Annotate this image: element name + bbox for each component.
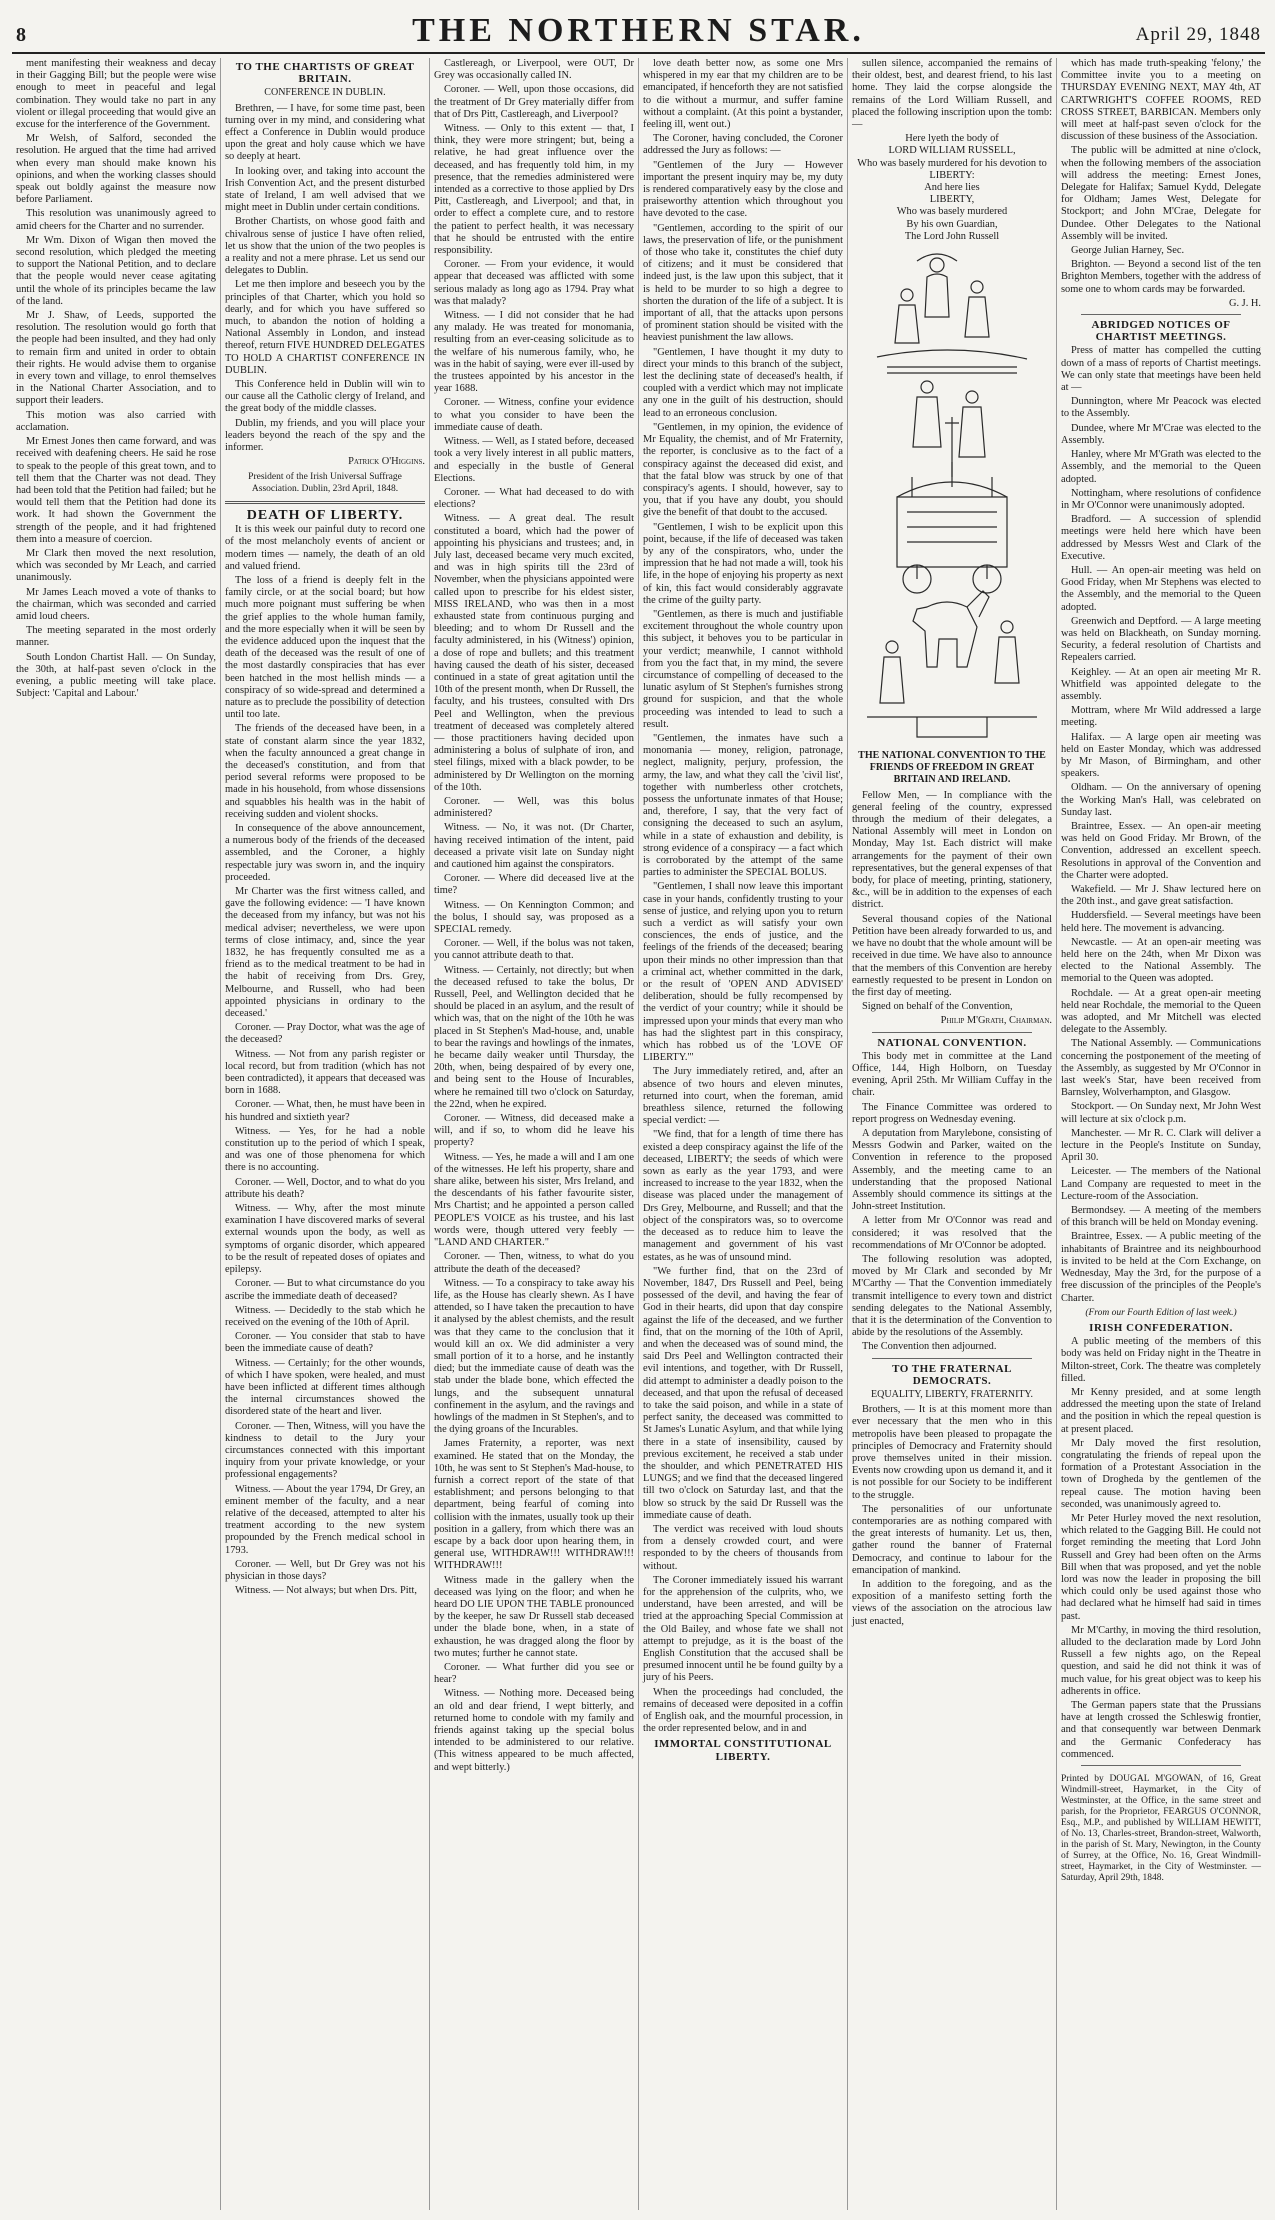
paragraph: which has made truth-speaking 'felony,' the Committee invite you to a meeting on THURSDAY EVENING NEXT, MAY 4th, AT CARTWRIGHT'S COFFEE ROOMS, RED CROSS STREET, BARBICAN. Members only will meet at half-past seven o'clock for the discussion of these business of the Association.	[1061, 58, 1261, 143]
paragraph: The personalities of our unfortunate contemporaries are as nothing compared with the great interests of humanity. Let us, then, gather round the banner of Fraternal Democracy, and continue to labour for the emancipation of mankind.	[852, 1503, 1052, 1576]
paragraph: "Gentlemen of the Jury — However important the present inquiry may be, my duty is rendered comparatively easy by the close and praiseworthy attention which throughout you have devoted to the case.	[643, 159, 843, 220]
paragraph: Witness. — No, it was not. (Dr Charter, having received intimation of the intent, paid deceased a private visit late on Sunday night and cautioned him against the conspirators.	[434, 822, 634, 870]
column-1	[12, 58, 221, 2210]
paragraph: This motion was also carried with acclamation.	[16, 409, 216, 433]
paragraph: Witness. — To a conspiracy to take away his life, as the House has clearly shewn. As I have attended, so I have taken the precaution to have it analysed by the ablest chemists, and the result was that they came to the conclusion that it would kill an ox. We did administer a very small portion of it to a horse, and he instantly died; but the immediate cause of death was the stab under the blade bone, which effected the lungs, and the subsequent unnatural confinement in the asylum, and the ravings and howlings of the madmen in St Stephen's, and to the dying groans of the Incurables.	[434, 1277, 634, 1436]
paragraph: Witness. — About the year 1794, Dr Grey, an eminent member of the faculty, and a near relative of the deceased, attempted to alter his treatment according to the new system propounded by the French medical school in 1793.	[225, 1483, 425, 1556]
paragraph: This body met in committee at the Land Office, 144, High Holborn, on Tuesday evening, April 25th. Mr William Cuffay in the chair.	[852, 1050, 1052, 1099]
meeting-notice-body	[1061, 58, 1261, 296]
paragraph: Press of matter has compelled the cutting down of a mass of reports of Chartist meetings. We can only state that meetings have been held at —	[1061, 345, 1261, 394]
paragraph: Coroner. — What had deceased to do with elections?	[434, 486, 634, 511]
paragraph: Huddersfield. — Several meetings have been held here. The movement is advancing.	[1061, 910, 1261, 934]
paragraph: Mr Welsh, of Salford, seconded the resolution. He argued that the time had arrived when every man should make known his opinions, and when the working classes should speak out boldly against the measure now before Parliament.	[16, 133, 216, 206]
chartists-address-body	[225, 103, 425, 455]
paragraph: Witness. — On Kennington Common; and the bolus, I should say, was proposed as a SPECIAL remedy.	[434, 899, 634, 936]
paragraph: Coroner. — Then, Witness, will you have the kindness to detail to the Jury your circumstances connected with this important inquiry from your private knowledge, or your professional engagements?	[225, 1420, 425, 1481]
paragraph: Witness. — Why, after the most minute examination I have discovered marks of several external wounds upon the body, as well as symptoms of organic disorder, which appeared to be the result of repeated doses of opiates and epilepsy.	[225, 1203, 425, 1276]
paragraph: Newcastle. — At an open-air meeting was held here on the 24th, when Mr Dixon was elected to the National Assembly. The memorial to the Queen was adopted.	[1061, 936, 1261, 985]
burial-intro: sullen silence, accompanied the remains of their oldest, best, and dearest friend, to his last home. They laid the corpse alongside the remains of the Lord William Russell, and placed the following inscription upon the tomb: —	[852, 58, 1052, 131]
national-convention-heading: NATIONAL CONVENTION.	[877, 1036, 1027, 1049]
epitaph-line: By his own Guardian,	[906, 218, 998, 230]
printer-imprint: Printed by DOUGAL M'GOWAN, of 16, Great Windmill-street, Haymarket, in the City of Westminster, at the Office, in the same street and parish, for the Proprietor, FEARGUS O'CONNOR, Esq., M.P., and published by WILLIAM HEWITT, of No. 13, Charles-street, Brandon-street, Walworth, in the parish of St. Mary, Newington, in the County of Surrey, at the Office, No. 16, Great Windmill-street, Haymarket, in the City of Westminster. — Saturday, April 29th, 1848.	[1061, 1774, 1261, 1884]
paragraph: Manchester. — Mr R. C. Clark will deliver a lecture in the People's Institute on Sunday, April 30.	[1061, 1127, 1261, 1164]
address-note: President of the Irish Universal Suffrage Association. Dublin, 23rd April, 1848.	[248, 471, 402, 494]
epitaph-line: LIBERTY:	[929, 169, 975, 181]
paragraph: A public meeting of the members of this body was held on Friday night in the Theatre in Milton-street, Cork. The theatre was completely filled.	[1061, 1336, 1261, 1384]
columns	[12, 58, 1265, 2210]
paragraph: Brothers, — It is at this moment more than ever necessary that the men who in this metropolis have been pleased to propagate the principles of Democracy and Fraternity should prove themselves united in their mission. Events now crowding upon us demand it, and it is not possible for our Society to be indifferent to the struggle.	[852, 1404, 1052, 1501]
paragraph: This Conference held in Dublin will win to our cause all the Catholic clergy of Ireland, and the great body of the middle classes.	[225, 379, 425, 415]
paragraph: Hull. — An open-air meeting was held on Good Friday, when Mr Stephens was elected to the Assembly, and the memorial to the Queen adopted.	[1061, 564, 1261, 613]
paragraph: Wakefield. — Mr J. Shaw lectured here on the 20th inst., and gave great satisfaction.	[1061, 884, 1261, 908]
issue-date: April 29, 1848	[1135, 24, 1261, 45]
paragraph: Dunnington, where Mr Peacock was elected to the Assembly.	[1061, 396, 1261, 420]
paragraph: "We find, that for a length of time there has existed a deep conspiracy against the life of the deceased, LIBERTY; the seeds of which were sown as early as the year 1793, and were increased to increase to the year 1832, when the disease was placed under the management of Drs Grey, Melbourne, and Russell; and that the object of the conspirators was, so to overcome the deceased as to reduce him to leave the management and government of his vast estates, as he was of unsound mind.	[643, 1129, 843, 1263]
paragraph: Oldham. — On the anniversary of opening the Working Man's Hall, was celebrated on Sunday last.	[1061, 782, 1261, 818]
inquest-evidence-body	[434, 58, 634, 1774]
irish-confederation-heading: IRISH CONFEDERATION.	[1089, 1321, 1233, 1334]
paragraph: James Fraternity, a reporter, was next examined. He stated that on the Monday, the 10th, he was sent to St Stephen's Mad-house, to furnish a correct report of the state of that establishment; and persons belonging to that department, being fearful of coming into collision with the inmates, usually took up their position in a gallery, from which there was an escape by a back door upon hearing them, in general use, WITHDRAW!!! WITHDRAW!!! WITHDRAW!!!	[434, 1438, 634, 1572]
paragraph: Mr Peter Hurley moved the next resolution, which related to the Gagging Bill. He could not forget reminding the meeting that Lord John Russell and Grey had been often on the Arms Bill when that was proposed, and yet the noble lord was now the leader in proposing the bill which could only be used against those who had declared what he himself had said in times past.	[1061, 1512, 1261, 1622]
paragraph: In addition to the foregoing, and as the exposition of a manifesto setting forth the views of the association on the atrocious law just enacted,	[852, 1579, 1052, 1627]
paragraph: Bradford. — A succession of splendid meetings were held here which have been addressed by Messrs West and Clark of the Executive.	[1061, 514, 1261, 562]
paragraph: Mr Charter was the first witness called, and gave the following evidence: — 'I have known the deceased from my infancy, but was not his medical adviser; nevertheless, we were upon terms of close intimacy, and, since the year 1832, he has frequently consulted me as a friend as to the medical treatment to be had in the habit of receiving from Drs. Grey, Melbourne, and Russell, who had been appointed physicians in ordinary to the deceased.'	[225, 886, 425, 1020]
paragraph: Mr J. Shaw, of Leeds, supported the resolution. The resolution would go forth that the people had been insulted, and they had only to remain firm and united in order to obtain their rights. He would advise them to organise in every town and village, to enrol themselves in the National Charter Association, and to support their leaders.	[16, 310, 216, 407]
paragraph: Coroner. — You consider that stab to have been the immediate cause of death?	[225, 1331, 425, 1355]
paragraph: Coroner. — But to what circumstance do you ascribe the immediate death of deceased?	[225, 1278, 425, 1302]
paragraph: Witness. — Only to this extent — that, I think, they were more stringent; but, being a relative, he had great influence over the deceased, and has frequently told him, in my presence, that the remedies administered were intended as a corrective to those applied by Drs Pitt, Castlereagh, and Liverpool; and that, in order to effect a complete cure, and to restore the patient to perfect health, it was necessary that he should be entrusted with the entire responsibility.	[434, 123, 634, 257]
paragraph: Dublin, my friends, and you will place your leaders beyond the reach of the spy and the informer.	[225, 417, 425, 454]
paragraph: Witness. — Not from any parish register or local record, but from tradition (which has not been contradicted), it appears that deceased was born in 1688.	[225, 1048, 425, 1097]
paragraph: It is this week our painful duty to record one of the most melancholy events of ancient or modern times — namely, the death of an old and valued friend.	[225, 524, 425, 572]
paragraph: A letter from Mr O'Connor was read and considered; it was resolved that the recommendations of Mr O'Connor be adopted.	[852, 1215, 1052, 1251]
national-convention-body	[852, 1051, 1052, 1354]
masthead	[12, 8, 1265, 54]
paragraph: Coroner. — Witness, did deceased make a will, and if so, to whom did he leave his property?	[434, 1113, 634, 1149]
fraternal-democrats-motto: EQUALITY, LIBERTY, FRATERNITY.	[871, 1389, 1033, 1400]
paragraph: Witness. — Certainly; for the other wounds, of which I have spoken, were healed, and must have been inflicted at different times although the internal circumstances showed the disordered state of the heart and liver.	[225, 1357, 425, 1418]
paragraph: The friends of the deceased have been, in a state of constant alarm since the year 1832, when the faculty announced a great change in the deceased's constitution, and from that period several reforms were proposed to be made in his household, from whose dissensions and squabbles his health was in the habit of receiving sudden and violent shocks.	[225, 723, 425, 820]
paragraph: The Finance Committee was ordered to report progress on Wednesday evening.	[852, 1101, 1052, 1125]
paragraph: The Jury immediately retired, and, after an absence of two hours and eleven minutes, returned into court, when the foreman, amid breathless silence, returned the following special verdict: —	[643, 1066, 843, 1127]
epitaph-line: LIBERTY,	[929, 194, 975, 206]
convention-heading: THE NATIONAL CONVENTION TO THE FRIENDS OF FREEDOM IN GREAT BRITAIN AND IRELAND.	[858, 750, 1046, 786]
paragraph: The loss of a friend is deeply felt in the family circle, or at the social board; but how much more poignant must suffering be when the grief applies to the whole human family, and the more especially when it will be seen by the evidence adduced upon the inquest that the death of the deceased was the result of one of the most dastardly conspiracies that has ever been hatched in the most hellish minds — a conspiracy of so wide-spread and determined a nature as to preclude the possibility of detection until too late.	[225, 574, 425, 721]
paragraph: The National Assembly. — Communications concerning the postponement of the meeting of the Assembly, as suggested by Mr O'Connor in last week's Star, have been received from Barnsley, Wolverhampton, and Glasgow.	[1061, 1038, 1261, 1099]
chartists-address-heading: TO THE CHARTISTS OF GREAT BRITAIN.	[235, 61, 415, 86]
paragraph: Brethren, — I have, for some time past, been turning over in my mind, and considering what effect a Conference in Dublin would produce upon the great and holy cause which we have so deeply at heart.	[225, 102, 425, 163]
paragraph: "Gentlemen, as there is much and justifiable excitement throughout the whole country upon this subject, it behoves you to be particular in your verdict; meanwhile, I cannot withhold from you the fact that, in my mind, the severe circumstance of compelling of deceased to the lunatic asylum of St Stephen's furnishes strong ground for suspicion, and that the whole proceeding was intended to lead to such a result.	[643, 608, 843, 730]
paragraph: Coroner. — Well, Doctor, and to what do you attribute his death?	[225, 1176, 425, 1200]
column-1-body	[16, 58, 216, 700]
paragraph: Bermondsey. — A meeting of the members of this branch will be held on Monday evening.	[1061, 1205, 1261, 1229]
paragraph: love death better now, as some one Mrs whispered in my ear that my children are to be emancipated, if henceforth they are not satisfied to die without a murmur, and suffer famine without a complaint. (At this point a bystander, feeling ill, went out.)	[643, 58, 843, 131]
divider	[225, 501, 425, 504]
paragraph: Hanley, where Mr M'Grath was elected to the Assembly, and the memorial to the Queen adopted.	[1061, 449, 1261, 485]
paragraph: Mr M'Carthy, in moving the third resolution, alluded to the declaration made by Lord John Russell a few nights ago, on the Repeal question, and said he did not think it was of much value, for his great object was to keep his adherents in office.	[1061, 1624, 1261, 1697]
epitaph-line: LORD WILLIAM RUSSELL,	[888, 145, 1016, 157]
paragraph: Witness. — Yes, he made a will and I am one of the witnesses. He left his property, share and share alike, between his sister, Mrs Ireland, and the descendants of his father favourite sister, Mrs Chartist; and he appointed a person called PEOPLE'S VOICE as his trustee, and his last words were, though uttered very feebly — "LAND AND CHARTER."	[434, 1151, 634, 1249]
paragraph: The Convention then adjourned.	[862, 1341, 997, 1353]
paragraph: When the proceedings had concluded, the remains of deceased were deposited in a coffin of English oak, and the mournful procession, in the order represented below, and in and	[643, 1686, 843, 1735]
paragraph: Dundee, where Mr M'Crae was elected to the Assembly.	[1061, 422, 1261, 446]
paragraph: In looking over, and taking into account the Irish Convention Act, and the present disturbed state of Ireland, I am well advised that we might meet in Dublin under certain conditions.	[225, 165, 425, 214]
paragraph: "Gentlemen, I have thought it my duty to direct your minds to this branch of the subject, lest the declining state of deceased's health, if coupled with a verdict which may not implicate any one in the guilt of his destruction, should lead to an erroneous conclusion.	[643, 346, 843, 419]
paragraph: The following resolution was adopted, moved by Mr Clark and seconded by Mr M'Carthy — That the Convention immediately transmit intelligence to every town and district sending delegates to the National Assembly, that it is the determination of the Convention to abide by the resolutions of the Assembly.	[852, 1253, 1052, 1339]
irish-confederation-body	[1061, 1336, 1261, 1761]
address-signature: Patrick O'Higgins.	[348, 456, 425, 468]
paragraph: The verdict was received with loud shouts from a densely crowded court, and were responded to by the cheers of thousands from without.	[643, 1523, 843, 1572]
paragraph: Coroner. — What further did you see or hear?	[434, 1662, 634, 1686]
divider	[1081, 1765, 1241, 1766]
paragraph: Witness. — A great deal. The result constituted a board, which had the power of appointing his physicians and trustees; and, in July last, deceased became very much excited, and was in high spirits till the 23rd of November, when the physicians appointed were called upon to prescribe for his eldest sister, MISS IRELAND, who was then in a most exhausted state from continuous purging and bleeding; and to whom Dr Russell and the faculty administered, in his (Witness') opinion, a dose of rope and bullets; and this treatment having caused the death of his sister, deceased continued in a state of great agitation until the 10th of the present month, when Dr Russell, the faculty, and his trustees, consulted with Drs Peel and Wellington, when the previous treatment of deceased was completely altered — those practitioners having decided upon administering a bolus of sulphate of iron, and steel filings, mixed with a black powder, to be administered by Dr Wellington on the morning of the 10th.	[434, 513, 634, 793]
paragraph: "We further find, that on the 23rd of November, 1847, Drs Russell and Peel, being possessed of the devil, and having the fear of God in their hearts, did upon that day conspire against the life of the deceased, and we further find, that on the morning of the 10th of April, and when the deceased was of sound mind, the said Drs Peel and Wellington contracted their evil intentions, and together, with Dr Russell, did attempt to administer a deadly poison to the deceased, and that upon the refusal of deceased to take the said poison, and while in a state of perfect sanity, the deceased was committed to St James's Lunatic Asylum, and that while lying there in a state of insensibility, caused by previous excitement, he received a stab under the shoulder, and which PENETRATED HIS LUNGS; and we find that the deceased lingered till two o'clock on Saturday last, and that the blow so struck by the said Dr Russell was the immediate cause of death.	[643, 1265, 843, 1521]
paragraph: Leicester. — The members of the National Land Company are requested to meet in the Lecture-room of the Association.	[1061, 1166, 1261, 1202]
column-5	[848, 58, 1057, 2210]
paragraph: Mr James Leach moved a vote of thanks to the chairman, which was seconded and carried amid loud cheers.	[16, 586, 216, 622]
convention-signature: Philip M'Grath, Chairman.	[940, 1015, 1052, 1027]
paragraph: The German papers state that the Prussians have at length crossed the Schleswig frontier, and that consequently war between Denmark and the Germanic Confederacy has commenced.	[1061, 1700, 1261, 1760]
epitaph-line: Who was basely murdered	[896, 206, 1008, 218]
paragraph: Brighton. — Beyond a second list of the ten Brighton Members, together with the address of some one to whom cards may be forwarded.	[1061, 259, 1261, 295]
paragraph: Castlereagh, or Liverpool, were OUT, Dr Grey was occasionally called IN.	[434, 58, 634, 82]
paragraph: Coroner. — Well, if the bolus was not taken, you cannot attribute death to that.	[434, 938, 634, 962]
paragraph: A deputation from Marylebone, consisting of Messrs Godwin and Parker, waited on the Convention in reference to the proposed Assembly, and the meeting came to an understanding that the proposed National Assembly should commence its sittings at the John-street Institution.	[852, 1127, 1052, 1213]
divider	[872, 1032, 1032, 1033]
paragraph: Stockport. — On Sunday next, Mr John West will lecture at six o'clock p.m.	[1061, 1101, 1261, 1125]
conference-subheading: CONFERENCE IN DUBLIN.	[264, 87, 386, 99]
convention-address-body	[852, 790, 1052, 1014]
paragraph: Nottingham, where resolutions of confidence in Mr O'Connor were unanimously adopted.	[1061, 487, 1261, 511]
paragraph: South London Chartist Hall. — On Sunday, the 30th, at half-past seven o'clock in the evening, a public meeting will take place. Subject: 'Capital and Labour.'	[16, 651, 216, 700]
paragraph: Coroner. — Well, but Dr Grey was not his physician in those days?	[225, 1558, 425, 1582]
paragraph: Coroner. — Well, upon those occasions, did the treatment of Dr Grey materially differ from that of Drs Pitt, Castlereagh, and Liverpool?	[434, 84, 634, 120]
fraternal-democrats-heading: TO THE FRATERNAL DEMOCRATS.	[892, 1362, 1012, 1387]
epitaph-line: And here lies	[924, 182, 980, 194]
paragraph: Braintree, Essex. — A public meeting of the inhabitants of Braintree and its neighbourhood is invited to be held at the Corn Exchange, on Wednesday, May the 3rd, for the purpose of a free discussion of the principles of the People's Charter.	[1061, 1231, 1261, 1304]
paragraph: Coroner. — Pray Doctor, what was the age of the deceased?	[225, 1022, 425, 1046]
fraternal-democrats-body	[852, 1404, 1052, 1628]
death-of-liberty-body	[225, 524, 425, 1597]
paragraph: Signed on behalf of the Convention,	[862, 1001, 1013, 1013]
paragraph: Coroner. — Where did deceased live at the time?	[434, 873, 634, 897]
paragraph: Halifax. — A large open air meeting was held on Easter Monday, which was addressed by Mr Mason, of Birmingham, and other speakers.	[1061, 731, 1261, 780]
newspaper-title: THE NORTHERN STAR.	[412, 12, 865, 49]
paragraph: George Julian Harney, Sec.	[1071, 245, 1185, 257]
page-number: 8	[16, 24, 26, 46]
paragraph: "Gentlemen, in my opinion, the evidence of Mr Equality, the chemist, and of Mr Fraternity, the reporter, is conclusive as to the fact of a conspiracy against the deceased did exist, and that the fatal blow was struck by one of that conspiracy's agents. I should, however, say to you, that if you have any doubt, you should give the benefit of that doubt to the accused.	[643, 421, 843, 519]
paragraph: "Gentlemen, according to the spirit of our laws, the preservation of life, or the punishment of those who take it, constitutes the chief duty of citizens; and it must be considered that indeed just, is the law upon this subject, that it is held to be murder to so high a degree to shorten the duration of the life of a subject. It is important of all, that the attacks upon persons of prominent station should be visited with the heaviest punishment the law allows.	[643, 222, 843, 344]
paragraph: "Gentlemen, the inmates have such a monomania — money, religion, patronage, neglect, malignity, perjury, profession, the army, the law, and what they call the 'civil list', together with numberless other crotchets, possess the unfortunate inmates of that House; and, therefore, I say, that the very fact of consigning the deceased to such an asylum, while in a state of exhaustion and debility, is strong evidence of a conspiracy — a fact which is corroborated by the attempt of the same parties to administer the SPECIAL BOLUS.	[643, 732, 843, 879]
paragraph: Witness. — Certainly, not directly; but when the deceased refused to take the bolus, Dr Russell, Peel, and Wellington decided that he should be placed in an asylum, and the result of which was, that on the night of the 10th he was placed in St Stephen's Mad-house, and, unable to bear the ravings and howlings of the inmates, he became daily weaker until Thursday, the 20th, when, being despaired of by every one, and being sent to the House of Incurables, where he remained till two o'clock on Saturday, the 22nd, when he expired.	[434, 964, 634, 1110]
paragraph: Witness. — Decidedly to the stab which he received on the evening of the 10th of April.	[225, 1304, 425, 1328]
paragraph: Mr Daly moved the first resolution, congratulating the friends of repeal upon the formation of a Protestant Association in the town of Drogheda by the gentlemen of the repeal cause. The motion having been seconded, was unanimously agreed to.	[1061, 1437, 1261, 1510]
paragraph: The meeting separated in the most orderly manner.	[16, 625, 216, 649]
chartist-meetings-body	[1061, 345, 1261, 1304]
paragraph: Fellow Men, — In compliance with the general feeling of the country, expressed through the medium of their delegates, a National Assembly will meet in London on Monday, May 1st. Each district will make arrangements for the payment of their own representatives, but the general expenses of that body, for place of meeting, printing, stationery, &c., will be in addition to the expenses of each district.	[852, 789, 1052, 911]
paragraph: Greenwich and Deptford. — A large meeting was held on Blackheath, on Sunday morning. Security, a federal resolution of Chartists and Repealers carried.	[1061, 615, 1261, 664]
epitaph-line: Who was basely murdered for his devotion to	[857, 157, 1047, 169]
paragraph: "Gentlemen, I shall now leave this important case in your hands, confidently trusting to your sense of justice, and relying upon you to return such a verdict as will satisfy your own consciences, the ends of justice, and the feelings of the friends of the deceased; bearing upon their minds no other impression than that a criminal act, whether committed in the dark, or the result of 'OPEN AND ADVISED' deliberation, should be fully recompensed by the verdict of your country; while it should be impressed upon your minds that every man who has had the slightest part in this conspiracy, which has robbed us of the 'LOVE OF LIBERTY.'"	[643, 881, 843, 1064]
paragraph: Witness. — I did not consider that he had any malady. He was treated for monomania, resulting from an ever-ceasing solicitude as to the welfare of his numerous family, who, he was in the habit of saying, were ever ill-used by the trustees appointed by his ancestor in the year 1688.	[434, 310, 634, 395]
paragraph: Several thousand copies of the National Petition have been already forwarded to us, and we have no doubt that the whole amount will be received in due time. We have also to announce that the members of this Convention are hereby earnestly requested to be present in London on the first day of meeting.	[852, 913, 1052, 998]
death-of-liberty-heading: DEATH OF LIBERTY.	[246, 507, 404, 523]
paragraph: Brother Chartists, on whose good faith and chivalrous sense of justice I have often relied, let us show that the union of the two peoples is a reality and not a mere phrase. Let us send our delegates to Dublin.	[225, 216, 425, 277]
paragraph: Mr Wm. Dixon of Wigan then moved the second resolution, which pledged the meeting to support the National Petition, and to declare that the people would never cease agitating until the whole of its principles became the law of the land.	[16, 234, 216, 307]
column-4	[639, 58, 848, 2210]
chartist-meetings-heading: ABRIDGED NOTICES OF CHARTIST MEETINGS.	[1091, 319, 1231, 344]
paragraph: Let me then implore and beseech you by the principles of that Charter, which you hold so dearly, and for which you have suffered so much, to abandon the notion of holding a National Assembly in London, and instead thereof, return FIVE HUNDRED DELEGATES TO HOLD A CHARTIST CONFERENCE IN DUBLIN.	[225, 279, 425, 376]
paragraph: In consequence of the above announcement, a numerous body of the friends of the deceased assembled, and the Coroner, a highly respectable jury was sworn in, and the inquiry proceeded.	[225, 822, 425, 883]
paragraph: Witness. — Not always; but when Drs. Pitt,	[235, 1585, 417, 1597]
paragraph: Rochdale. — At a great open-air meeting held near Rochdale, the memorial to the Queen was adopted, and Mr Mitchell was elected delegate to the Assembly.	[1061, 987, 1261, 1036]
paragraph: "Gentlemen, I wish to be explicit upon this point, because, if the life of deceased was taken by any of the conspirators, who, under the impression that he had not made a will, took his life, in the hope of enjoying his property as next of kin, this fact would considerably aggravate the crime of the guilty party.	[643, 521, 843, 606]
paragraph: Witness. — Nothing more. Deceased being an old and dear friend, I wept bitterly, and returned home to condole with my family and friends against taking up the special bolus intended to be administered to our relative. (This witness appeared to be much affected, and wept bitterly.)	[434, 1688, 634, 1773]
paragraph: Coroner. — Then, witness, to what do you attribute the death of the deceased?	[434, 1251, 634, 1275]
paragraph: The Coroner immediately issued his warrant for the apprehension of the culprits, who, we understand, have been arrested, and will be tried at the approaching Special Commission at the Old Bailey, and whose fate we shall not attempt to prejudge, as it is the boast of the English Constitution that the accused shall be presumed innocent until he be found guilty by a jury of his Peers.	[643, 1574, 843, 1684]
notice-initials: G. J. H.	[1228, 297, 1261, 309]
divider	[872, 1358, 1032, 1359]
paragraph: Coroner. — Witness, confine your evidence to what you consider to have been the immediate cause of death.	[434, 397, 634, 433]
column-6	[1057, 58, 1265, 2210]
paragraph: The Coroner, having concluded, the Coroner addressed the Jury as follows: —	[643, 133, 843, 157]
epitaph	[852, 133, 1052, 243]
paragraph: Witness. — Well, as I stated before, deceased took a very lively interest in all public matters, and especially in the bustle of General Elections.	[434, 436, 634, 484]
procession-heading: IMMORTAL CONSTITUTIONAL LIBERTY.	[654, 1738, 832, 1763]
edition-note: (From our Fourth Edition of last week.)	[1085, 1307, 1237, 1318]
paragraph: Braintree, Essex. — An open-air meeting was held on Good Friday. Mr Brown, of the Convention, addressed an excellent speech. Resolutions in approval of the Convention and the Charter were adopted.	[1061, 820, 1261, 881]
paragraph: Mr Ernest Jones then came forward, and was received with deafening cheers. He said he rose to speak to the people of this great town, and to tell them that the Charter was not dead. They had been told that the Petition had failed; but he would tell them that the Petition had done its work. It had shown the Government the strength of the people, and it had frightened them into a measure of coercion.	[16, 436, 216, 545]
paragraph: Keighley. — At an open air meeting Mr R. Whitfield was appointed delegate to the assembly.	[1061, 666, 1261, 702]
column-2	[221, 58, 430, 2210]
paragraph: Mr Kenny presided, and at some length addressed the meeting upon the state of Ireland and the position in which the repeal question is at present placed.	[1061, 1386, 1261, 1435]
paragraph: Coroner. — What, then, he must have been in his hundred and sixtieth year?	[225, 1099, 425, 1123]
column-3	[430, 58, 639, 2210]
paragraph: Witness. — Yes, for he had a noble constitution up to the period of which I speak, and was one of those phenomena for which there is no accounting.	[225, 1125, 425, 1174]
paragraph: Mottram, where Mr Wild addressed a large meeting.	[1061, 705, 1261, 729]
funeral-procession-illustration	[857, 247, 1047, 747]
paragraph: This resolution was unanimously agreed to amid cheers for the Charter and no surrender.	[16, 208, 216, 232]
paragraph: Coroner. — From your evidence, it would appear that deceased was afflicted with some serious malady as long ago as 1794. Pray what was that malady?	[434, 259, 634, 307]
divider	[1081, 314, 1241, 315]
paragraph: The public will be admitted at nine o'clock, when the following members of the association will address the meeting: Ernest Jones, Delegate for Halifax; Samuel Kydd, Delegate for Oldham; James West, Delegate for Stockport; and John M'Crae, Delegate for Dundee. Other Delegates to the National Assembly will be invited.	[1061, 145, 1261, 242]
paragraph: Coroner. — Well, was this bolus administered?	[434, 795, 634, 820]
paragraph: Mr Clark then moved the next resolution, which was seconded by Mr Leach, and carried unanimously.	[16, 547, 216, 584]
epitaph-line: Here lyeth the body of	[905, 133, 999, 145]
coroner-address-body	[643, 58, 843, 1735]
paragraph: ment manifesting their weakness and decay in their Gagging Bill; but the people were wise enough to meet in peaceful and legal combination. They would take no part in any violent or illegal proceeding that would give an excuse for the interference of the Government.	[16, 58, 216, 131]
epitaph-line: The Lord John Russell	[904, 230, 1000, 242]
paragraph: Witness made in the gallery when the deceased was lying on the floor; and when he heard DO LIE UPON THE TABLE pronounced by the keeper, he saw Dr Russell stab deceased under the blade bone, when, in a state of exhaustion, he was dragged along the floor by two mutes; further he cannot state.	[434, 1574, 634, 1659]
